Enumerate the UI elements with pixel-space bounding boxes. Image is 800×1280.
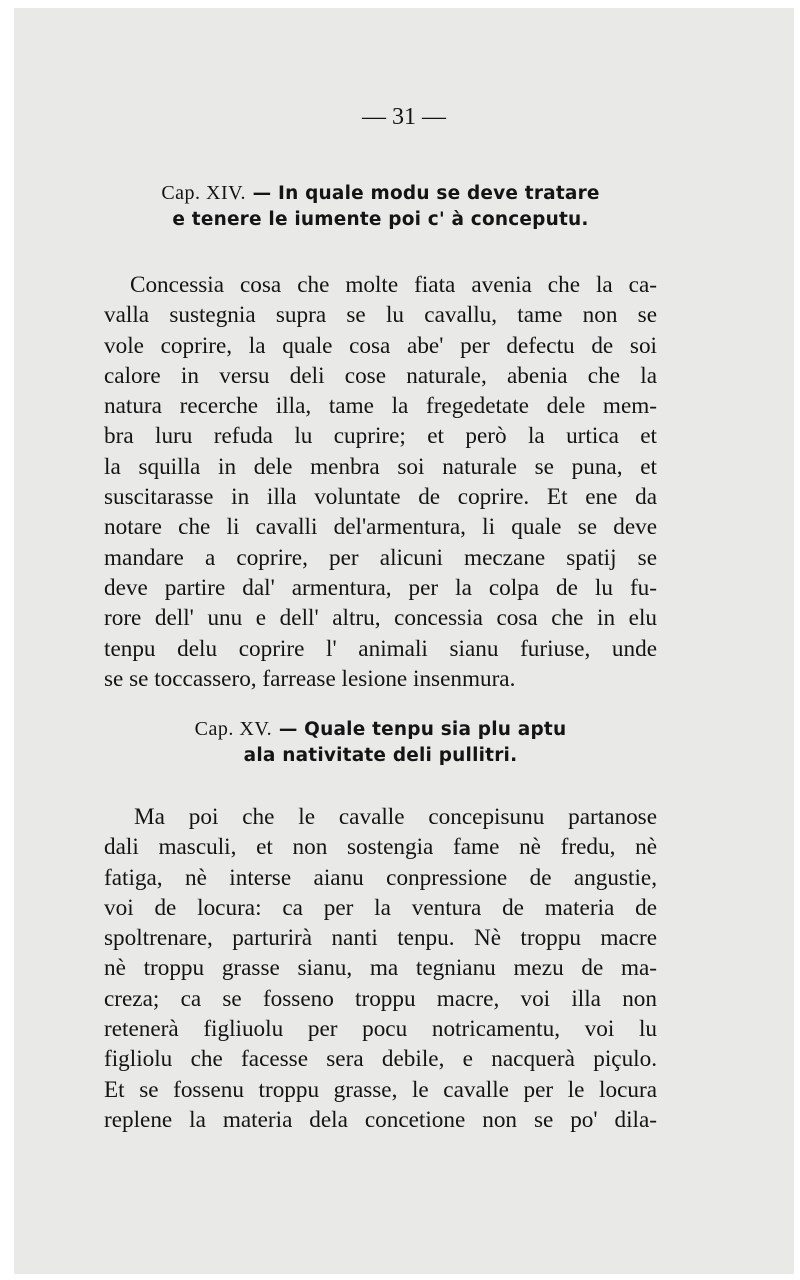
chapter-xv-paragraph bbox=[104, 802, 657, 1135]
text-line: spoltrenare, parturirà nanti tenpu. Nè troppu macre bbox=[104, 925, 657, 952]
chapter-xv-title-line1: — Quale tenpu sia plu aptu bbox=[278, 719, 567, 740]
text-line: natura recerche illa, tame la fregedetate dele mem- bbox=[104, 393, 657, 420]
chapter-xv bbox=[104, 716, 657, 1135]
text-line: notare che li cavalli del'armentura, li quale se deve bbox=[104, 514, 657, 541]
text-line: valla sustegnia supra se lu cavallu, tame non se bbox=[104, 302, 657, 329]
text-line: mandare a coprire, per alicuni meczane spatij se bbox=[104, 544, 657, 571]
page-number: — 31 — bbox=[362, 104, 446, 130]
text-line: tenpu delu coprire l' animali sianu furiuse, unde bbox=[104, 635, 657, 662]
text-line: rore dell' unu e dell' altru, concessia cosa che in elu bbox=[104, 605, 657, 632]
text-line: retenerà figliuolu per pocu notricamentu, voi lu bbox=[104, 1016, 657, 1043]
text-line: la squilla in dele menbra soi naturale se puna, et bbox=[104, 453, 657, 480]
text-line: figliolu che facesse sera debile, e nacquerà piçulo. bbox=[104, 1046, 657, 1073]
text-line: calore in versu deli cose naturale, abenia che la bbox=[104, 362, 657, 389]
chapter-xiv-heading-line1 bbox=[161, 183, 599, 204]
chapter-xiv-title-line1: — In quale modu se deve tratare bbox=[252, 183, 600, 204]
chapter-xv-cap-label: Cap. XV. bbox=[194, 718, 273, 740]
chapter-xv-heading bbox=[104, 716, 657, 769]
chapter-xv-title-line2: ala nativitate deli pullitri. bbox=[243, 745, 518, 766]
text-line: voi de locura: ca per la ventura de materia de bbox=[104, 894, 657, 921]
text-line: Ma poi che le cavalle concepisunu partanose bbox=[134, 804, 657, 830]
text-line: suscitarasse in illa voluntate de coprire. Et ene da bbox=[104, 484, 657, 511]
text-line: dali masculi, et non sostengia fame nè fredu, nè bbox=[104, 834, 657, 861]
chapter-xiv-title-line2: e tenere le iumente poi c' à conceputu. bbox=[172, 209, 589, 230]
text-line: Concessia cosa che molte fiata avenia che la ca- bbox=[130, 272, 657, 298]
chapter-xv-heading-line1 bbox=[195, 719, 567, 740]
text-line: deve partire dal' armentura, per la colpa de lu fu- bbox=[104, 574, 657, 601]
text-line: replene la materia dela concetione non se po' dila- bbox=[104, 1106, 657, 1133]
chapter-xiv-paragraph bbox=[104, 270, 657, 694]
text-line: fatiga, nè interse aianu conpressione de angustie, bbox=[104, 864, 657, 891]
text-line: nè troppu grasse sianu, ma tegnianu mezu de ma- bbox=[104, 955, 657, 982]
text-line: vole coprire, la quale cosa abe' per defectu de soi bbox=[104, 332, 657, 359]
chapter-xiv-cap-label: Cap. XIV. bbox=[161, 182, 247, 204]
book-page bbox=[14, 8, 794, 1274]
text-line: creza; ca se fosseno troppu macre, voi illa non bbox=[104, 985, 657, 1012]
chapter-xiv-heading bbox=[104, 180, 657, 233]
chapter-xiv bbox=[104, 180, 657, 694]
text-line: bra luru refuda lu cuprire; et però la urtica et bbox=[104, 423, 657, 450]
text-line: se se toccassero, farrease lesione insenmura. bbox=[104, 665, 516, 692]
text-line: Et se fossenu troppu grasse, le cavalle per le locura bbox=[104, 1076, 657, 1103]
